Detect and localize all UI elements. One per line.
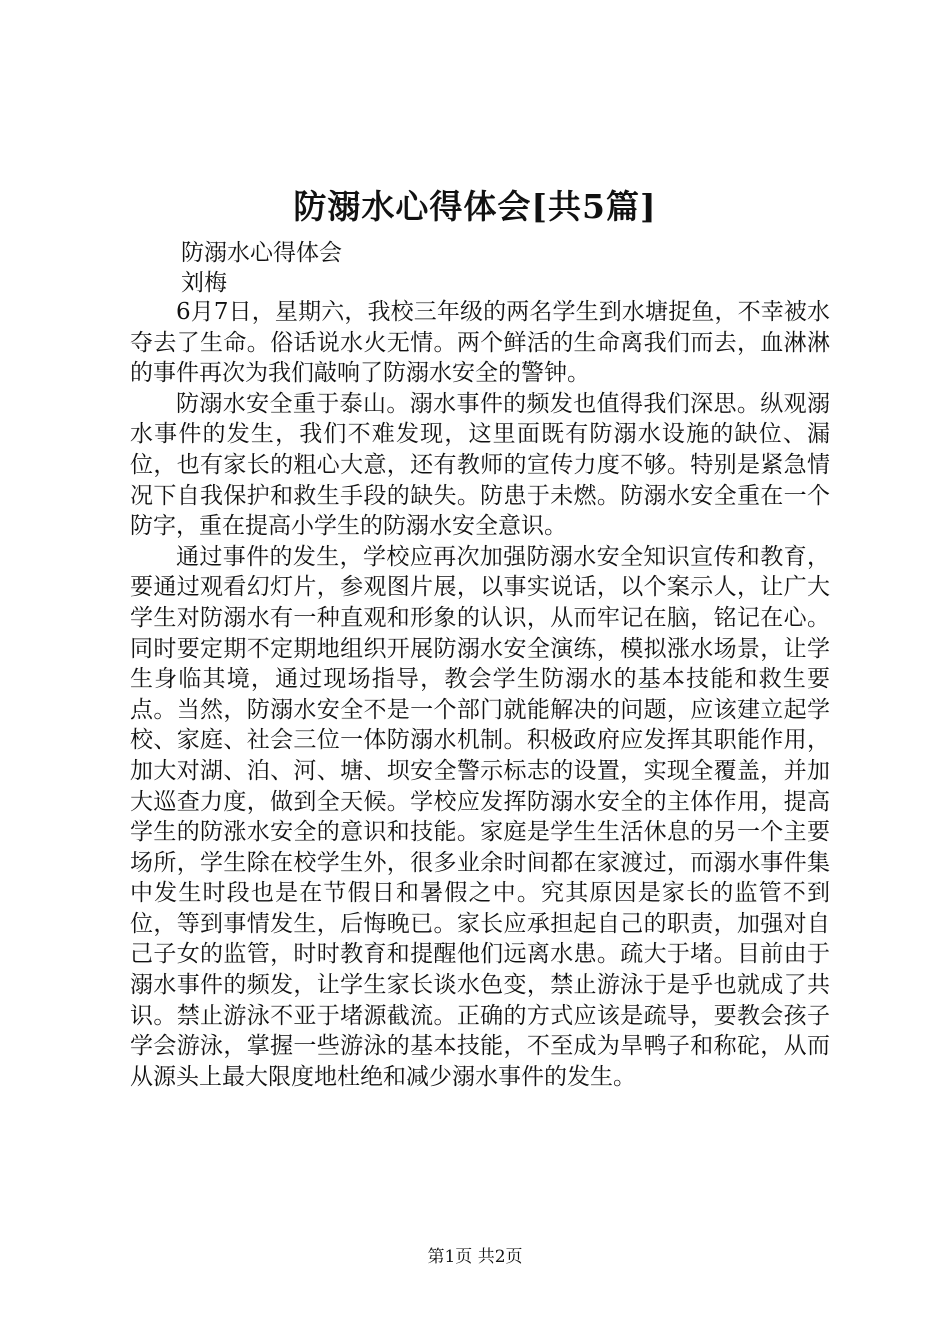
document-author: 刘梅 bbox=[181, 270, 227, 296]
paragraph-3: 通过事件的发生，学校应再次加强防溺水安全知识宣传和教育，要通过观看幻灯片，参观图片展，以事实说话，以个案示人，让广大学生对防溺水有一种直观和形象的认识，从而牢记在脑，铭记在心。同时要定期不定期地组织开展防溺水安全演练，模拟涨水场景，让学生身临其境，通过现场指导，教会学生防溺水的基本技能和救生要点。当然，防溺水安全不是一个部门就能解决的问题，应该建立起学校、家庭、社会三位一体防溺水机制。积极政府应发挥其职能作用，加大对湖、泊、河、塘、坝安全警示标志的设置，实现全覆盖，并加大巡查力度，做到全天候。学校应发挥防溺水安全的主体作用，提高学生的防涨水安全的意识和技能。家庭是学生生活休息的另一个主要场所，学生除在校学生外，很多业余时间都在家渡过，而溺水事件集中发生时段也是在节假日和暑假之中。究其原因是家长的监管不到位，等到事情发生，后悔晚已。家长应承担起自己的职责，加强对自己子女的监管，时时教育和提醒他们远离水患。疏大于堵。目前由于溺水事件的频发，让学生家长谈水色变，禁止游泳于是乎也就成了共识。禁止游泳不亚于堵源截流。正确的方式应该是疏导，要教会孩子学会游泳，掌握一些游泳的基本技能，不至成为旱鸭子和称砣，从而从源头上最大限度地杜绝和减少溺水事件的发生。 bbox=[130, 543, 830, 1090]
paragraph-2: 防溺水安全重于泰山。溺水事件的频发也值得我们深思。纵观溺水事件的发生，我们不难发现，这里面既有防溺水设施的缺位、漏位，也有家长的粗心大意，还有教师的宣传力度不够。特别是紧急情况下自我保护和救生手段的缺失。防患于未燃。防溺水安全重在一个防字，重在提高小学生的防溺水安全意识。 bbox=[130, 390, 830, 540]
paragraph-1: 6月7日，星期六，我校三年级的两名学生到水塘捉鱼，不幸被水夺去了生命。俗话说水火无情。两个鲜活的生命离我们而去，血淋淋的事件再次为我们敲响了防溺水安全的警钟。 bbox=[130, 299, 830, 387]
document-subtitle: 防溺水心得体会 bbox=[181, 240, 342, 266]
document-title: 防溺水心得体会[共5篇] bbox=[293, 187, 657, 226]
page-footer: 第1页 共2页 bbox=[427, 1247, 523, 1267]
document-body bbox=[130, 297, 830, 1092]
